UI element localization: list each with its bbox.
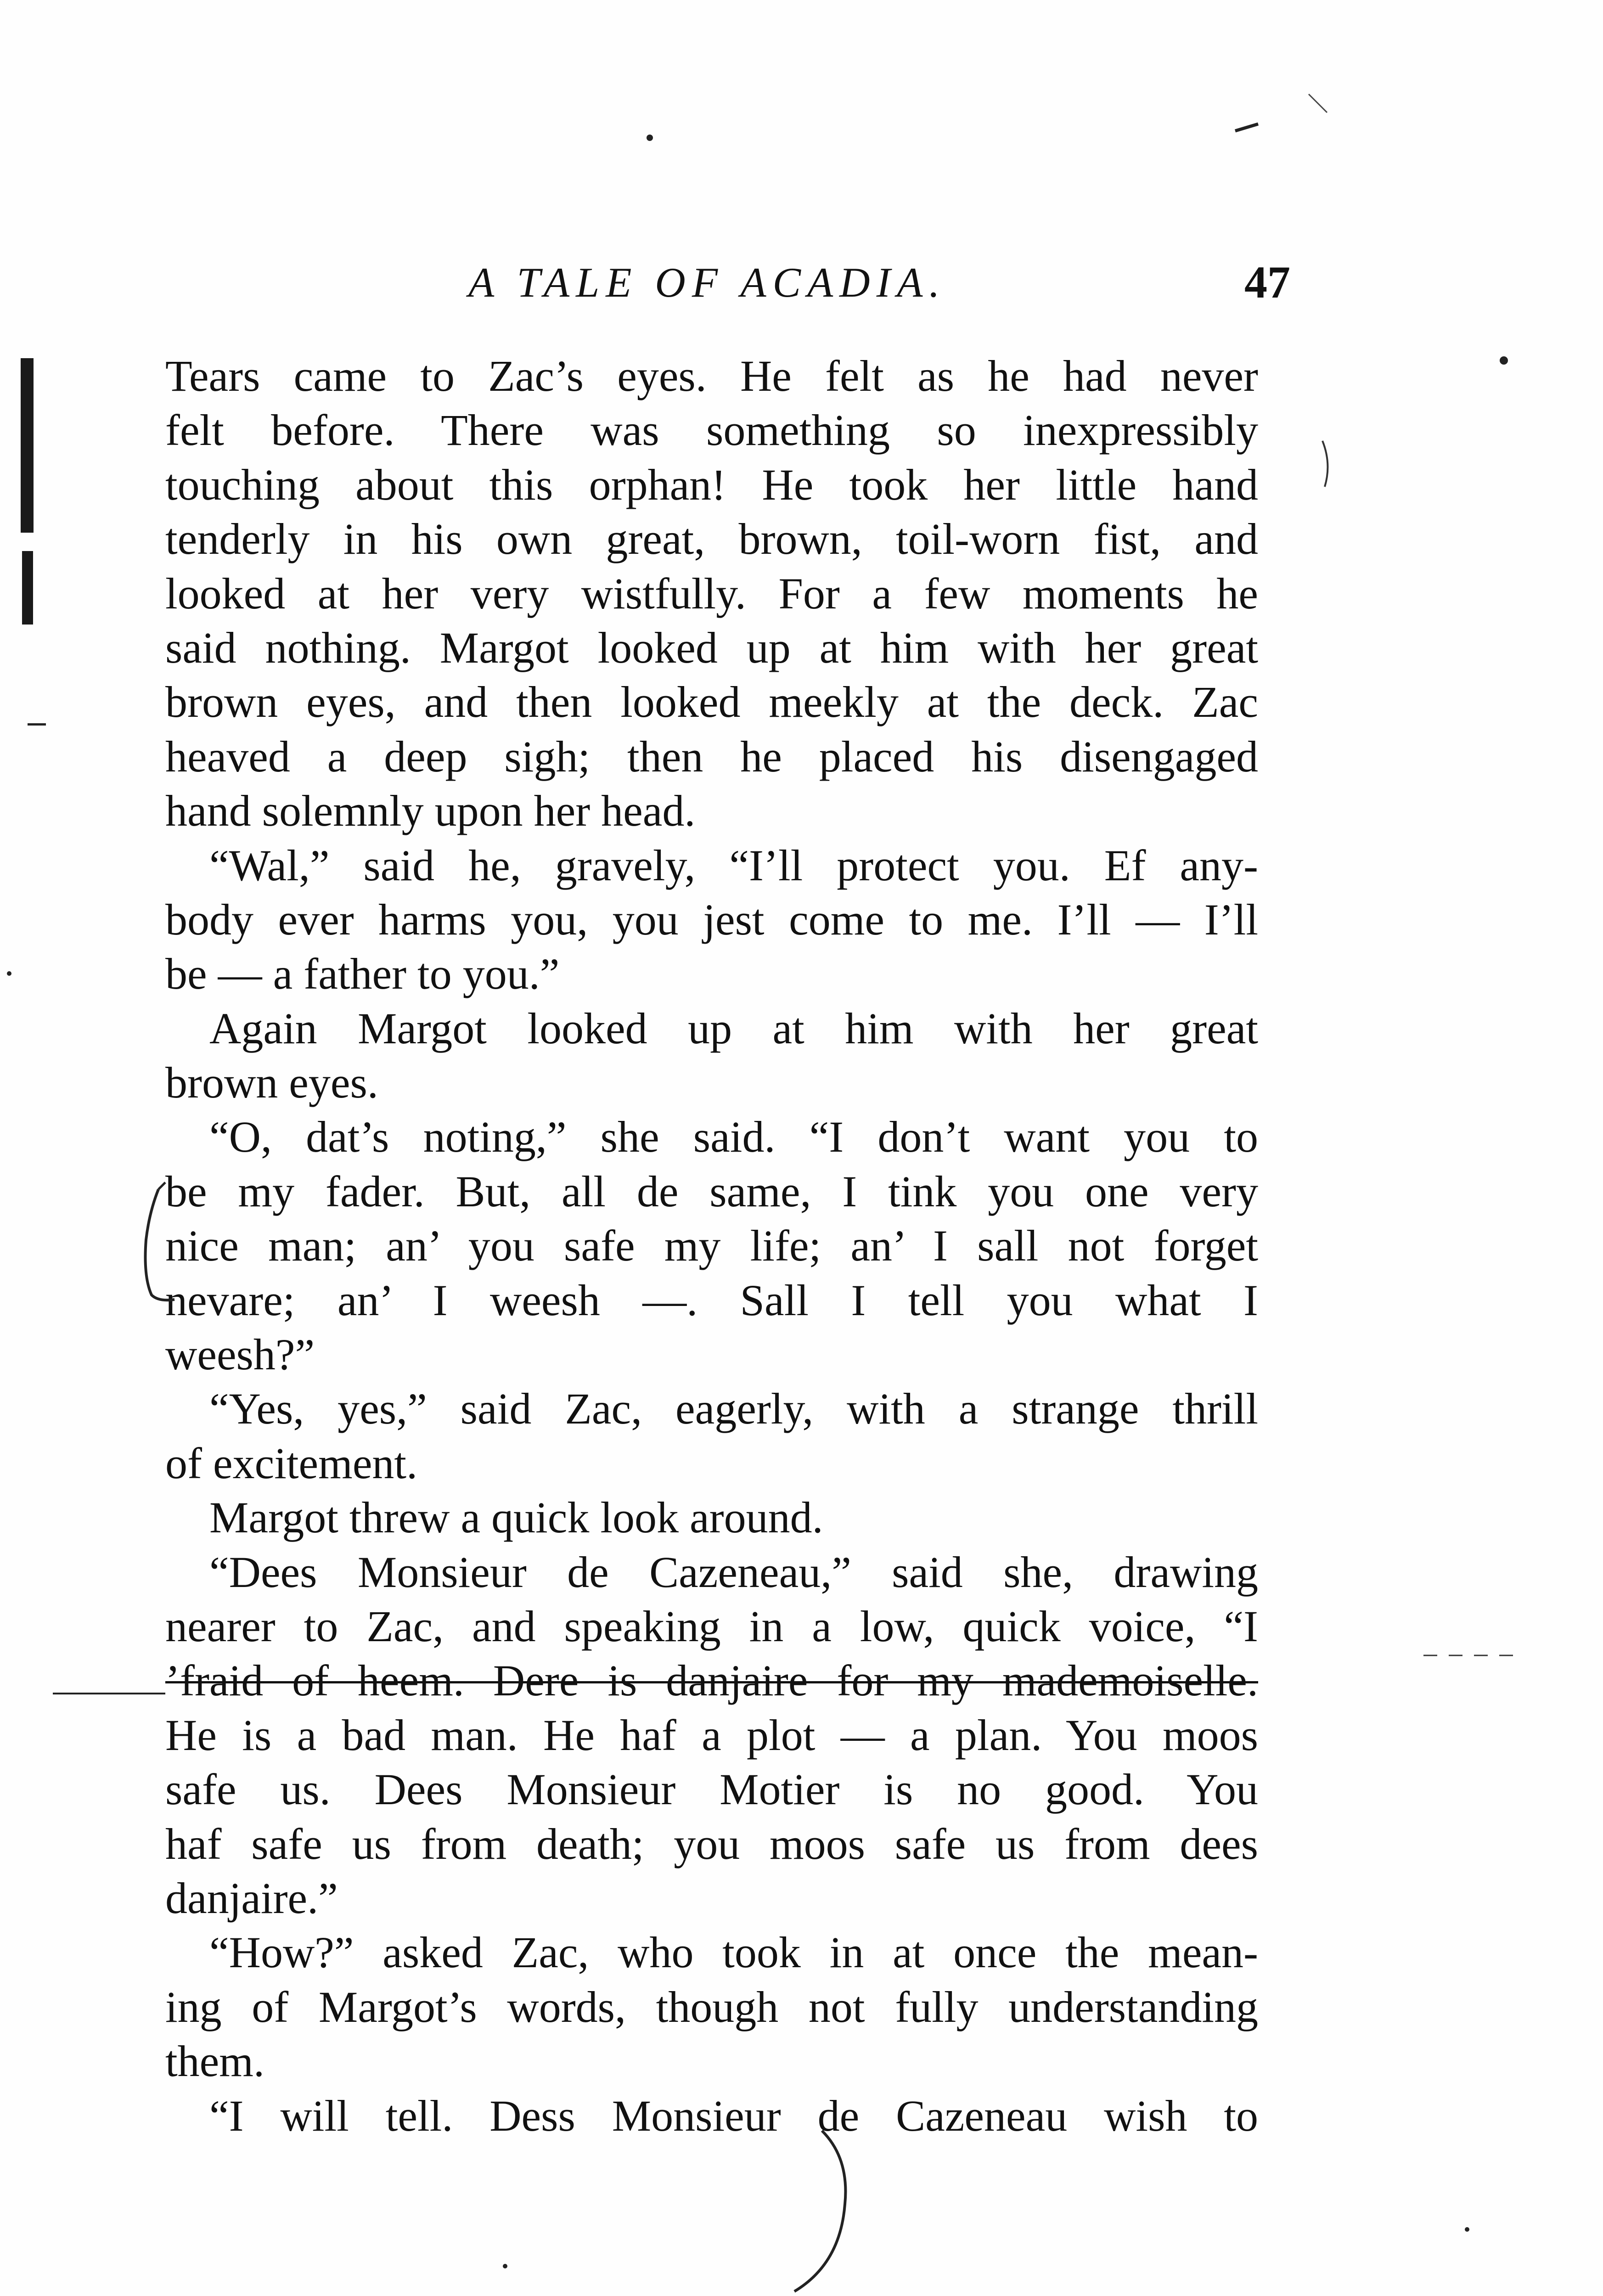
text-line: haf safe us from death; you moos safe us from dees: [165, 1819, 1258, 1868]
text-line: heaved a deep sigh; then he placed his disengaged: [165, 732, 1258, 781]
speck: [647, 135, 653, 141]
text-line: brown eyes, and then looked meekly at the deck. Zac: [165, 677, 1258, 727]
text-line: be — a father to you.”: [165, 949, 560, 999]
text-line: nearer to Zac, and speaking in a low, quick voice, “I: [165, 1601, 1258, 1651]
speck: [1500, 356, 1508, 365]
text-line: Again Margot looked up at him with her great: [209, 1003, 1258, 1053]
running-title: A TALE OF ACADIA.: [468, 259, 946, 306]
text-line: ing of Margot’s words, though not fully understanding: [165, 1982, 1258, 2032]
corner-mark: [1309, 94, 1327, 113]
text-line: “I will tell. Dess Monsieur de Cazeneau wish to: [209, 2091, 1258, 2140]
corner-mark: [1235, 124, 1258, 131]
text-line: Margot threw a quick look around.: [209, 1493, 823, 1542]
text-line: nice man; an’ you safe my life; an’ I sall not forget: [165, 1221, 1258, 1271]
text-line: body ever harms you, you jest come to me. I’ll — I’ll: [165, 895, 1258, 944]
text-line: of excitement.: [165, 1438, 418, 1488]
text-line: Tears came to Zac’s eyes. He felt as he had never: [165, 351, 1258, 400]
text-line: brown eyes.: [165, 1058, 378, 1108]
page-number: 47: [1244, 257, 1290, 308]
text-line: “Wal,” said he, gravely, “I’ll protect you. Ef any-: [209, 840, 1258, 890]
left-bracket-tick: [158, 1182, 165, 1189]
text-line: “How?” asked Zac, who took in at once the mean-: [209, 1928, 1258, 1977]
text-line: He is a bad man. He haf a plot — a plan. You moos: [165, 1710, 1258, 1760]
text-line: nevare; an’ I weesh —. Sall I tell you what I: [165, 1275, 1258, 1325]
bottom-curve-mark: [794, 2131, 845, 2291]
text-line: them.: [165, 2037, 264, 2086]
text-line: safe us. Dees Monsieur Motier is no good. You: [165, 1765, 1258, 1814]
speck: [1465, 2227, 1469, 2232]
right-margin-mark: [1322, 441, 1327, 487]
text-line: weesh?”: [165, 1330, 315, 1379]
text-line: tenderly in his own great, brown, toil-worn fist, and: [165, 514, 1258, 564]
text-line: said nothing. Margot looked up at him with her great: [165, 623, 1258, 672]
text-line: “Yes, yes,” said Zac, eagerly, with a strange thrill: [209, 1384, 1258, 1434]
text-line: hand solemnly upon her head.: [165, 786, 696, 836]
text-line: ’fraid of heem. Dere is danjaire for my mademoiselle.: [165, 1656, 1258, 1705]
speck: [503, 2264, 507, 2268]
text-line: felt before. There was something so inexpressibly: [165, 405, 1258, 455]
speck: [7, 971, 11, 976]
text-line: danjaire.”: [165, 1873, 338, 1923]
text-line: “O, dat’s noting,” she said. “I don’t want you to: [209, 1112, 1258, 1162]
text-line: looked at her very wistfully. For a few moments he: [165, 568, 1258, 618]
left-bracket-mark: [146, 1189, 175, 1300]
text-line: “Dees Monsieur de Cazeneau,” said she, drawing: [209, 1547, 1258, 1597]
text-line: be my fader. But, all de same, I tink you one very: [165, 1166, 1258, 1216]
text-line: touching about this orphan! He took her little hand: [165, 460, 1258, 509]
